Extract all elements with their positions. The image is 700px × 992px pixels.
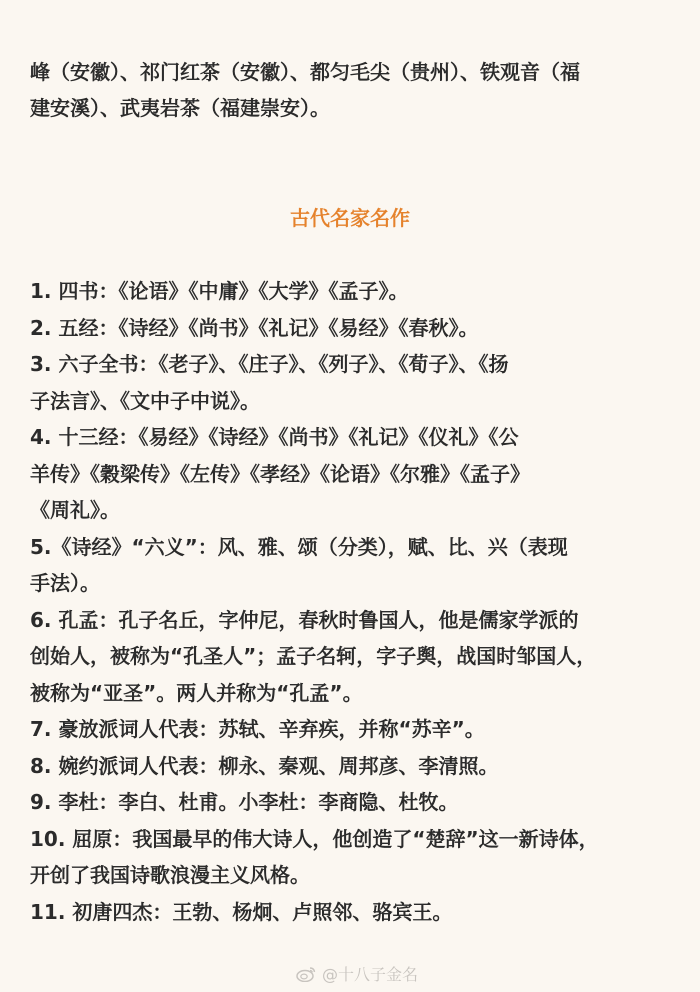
list-line: 2. 五经：《诗经》《尚书》《礼记》《易经》《春秋》。	[30, 315, 479, 340]
list-line: 7. 豪放派词人代表：苏轼、辛弃疾，并称“苏辛”。	[30, 717, 485, 741]
list-line: 6. 孔孟：孔子名丘，字仲尼，春秋时鲁国人，他是儒家学派的	[30, 607, 579, 632]
intro-line: 峰（安徽）、祁门红茶（安徽）、都匀毛尖（贵州）、铁观音（福	[30, 60, 580, 84]
list-line: 子法言》、《文中子中说》。	[30, 388, 260, 413]
list-line: 11. 初唐四杰：王勃、杨炯、卢照邻、骆宾王。	[30, 899, 453, 924]
intro-paragraph	[30, 54, 675, 126]
list-line: 3. 六子全书：《老子》、《庄子》、《列子》、《荀子》、《扬	[30, 352, 509, 376]
list-line: 8. 婉约派词人代表：柳永、秦观、周邦彦、李清照。	[30, 753, 499, 778]
weibo-icon	[296, 966, 316, 982]
watermark-text: @十八子金名	[321, 965, 418, 984]
list-line: 5.《诗经》“六义”：风、雅、颂（分类），赋、比、兴（表现	[30, 534, 568, 559]
section-title: 古代名家名作	[290, 206, 410, 230]
list-line: 开创了我国诗歌浪漫主义风格。	[30, 863, 310, 887]
intro-line: 建安溪）、武夷岩茶（福建崇安）。	[30, 96, 330, 120]
list-line: 被称为“亚圣”。两人并称为“孔孟”。	[30, 680, 363, 705]
list-line: 4. 十三经：《易经》《诗经》《尚书》《礼记》《仪礼》《公	[30, 425, 519, 449]
list-line: 羊传》《穀梁传》《左传》《孝经》《论语》《尔雅》《孟子》	[30, 461, 530, 486]
watermark	[296, 962, 418, 985]
list-line: 1. 四书：《论语》《中庸》《大学》《孟子》。	[30, 279, 409, 303]
list-line: 9. 李杜：李白、杜甫。小李杜：李商隐、杜牧。	[30, 790, 459, 814]
list-line: 《周礼》。	[30, 498, 120, 522]
list-line: 创始人，被称为“孔圣人”；孟子名轲，字子舆，战国时邹国人，	[30, 644, 597, 668]
list-line: 手法）。	[30, 571, 100, 595]
content-list	[30, 273, 675, 930]
list-line: 10. 屈原：我国最早的伟大诗人，他创造了“楚辞”这一新诗体，	[30, 826, 599, 851]
